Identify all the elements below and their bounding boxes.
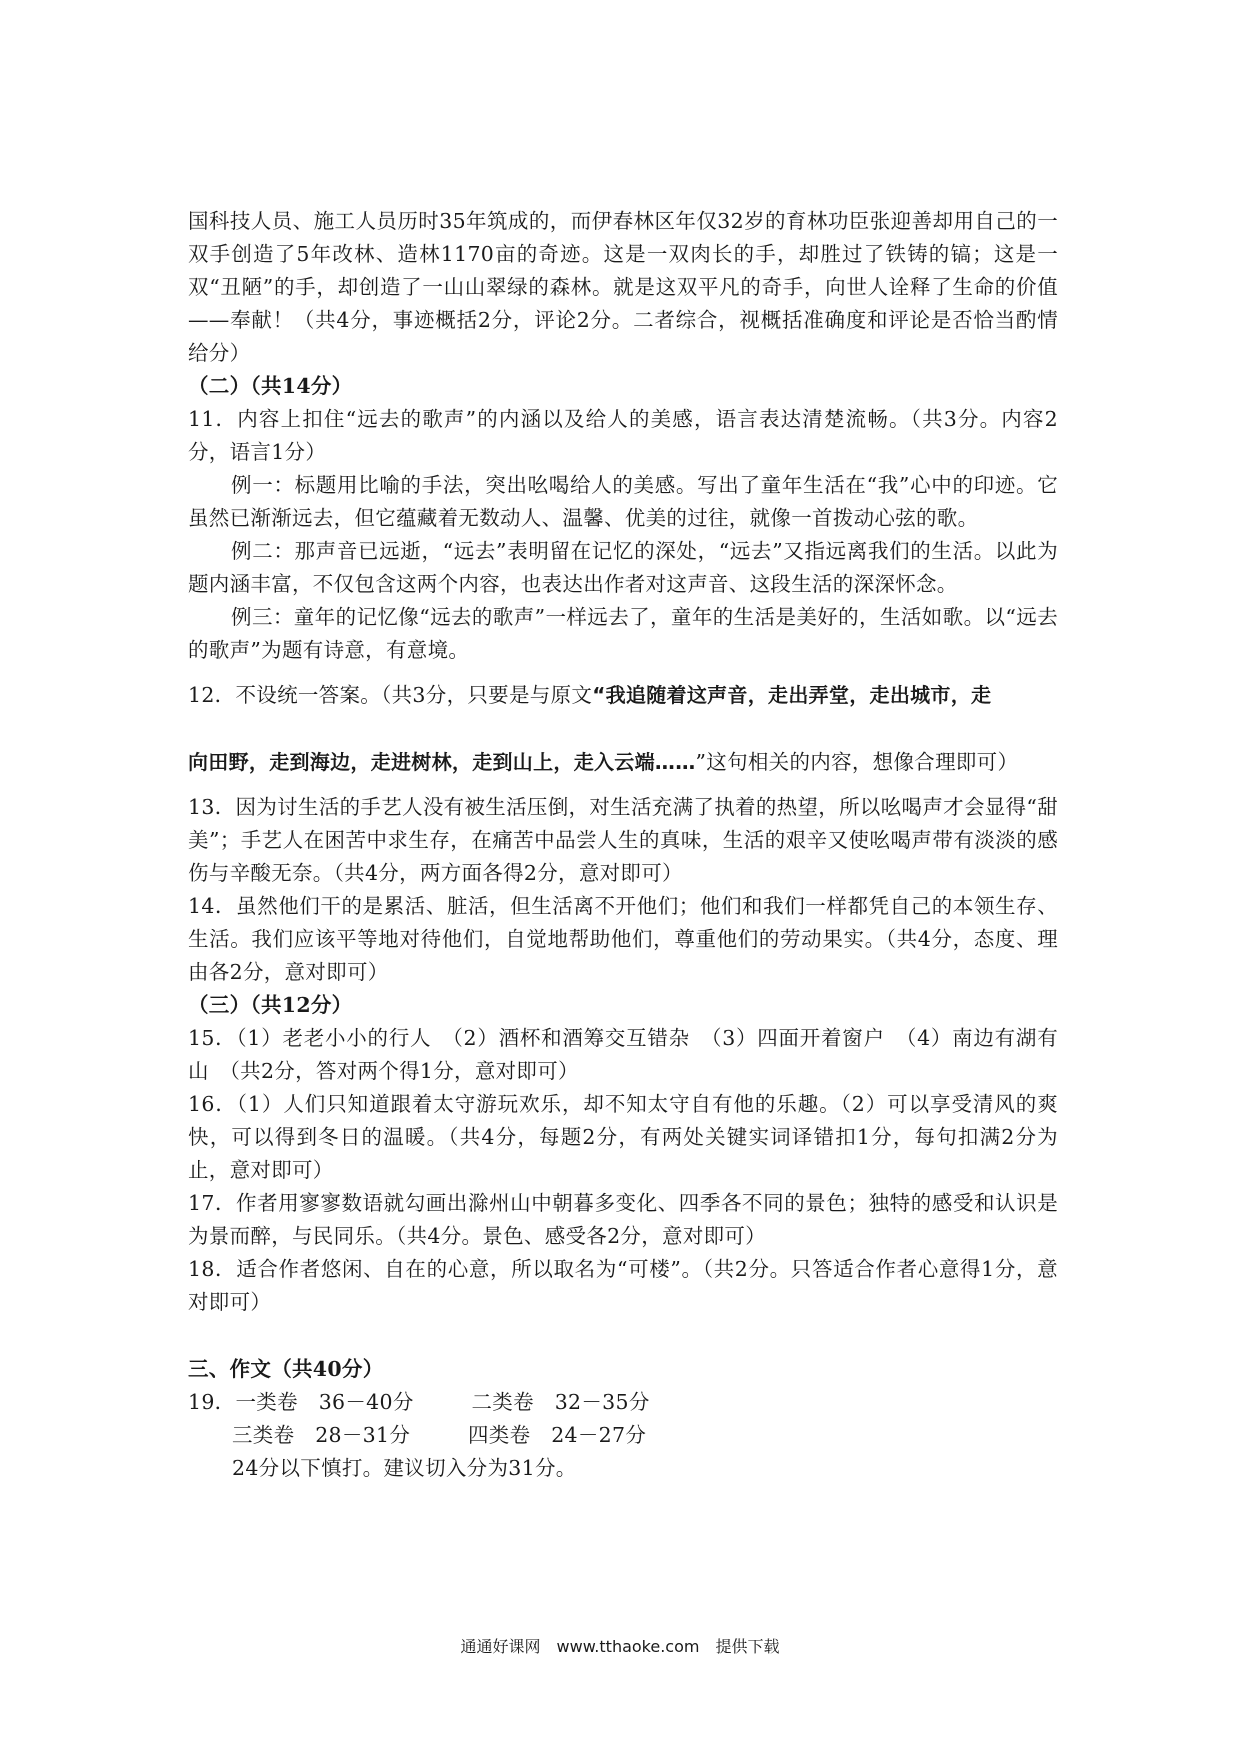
- document-body: [188, 205, 1058, 1485]
- q19-label: 19．: [188, 1390, 236, 1414]
- grading-note: 24分以下慎打。建议切入分为31分。: [232, 1456, 577, 1480]
- essay-heading: 三、作文（共40分）: [188, 1357, 384, 1381]
- grade-row-1: [188, 1386, 1058, 1419]
- answer-q18: 18．适合作者悠闲、自在的心意，所以取名为“可楼”。（共2分。只答适合作者心意得1分，意对即可）: [188, 1257, 1058, 1314]
- q11-example-2: 例二：那声音已远逝，“远去”表明留在记忆的深处，“远去”又指远离我们的生活。以此为题内涵丰富，不仅包含这两个内容，也表达出作者对这声音、这段生活的深深怀念。: [188, 539, 1058, 596]
- answer-q11: 11．内容上扣住“远去的歌声”的内涵以及给人的美感，语言表达清楚流畅。（共3分。内容2分，语言1分）: [188, 407, 1058, 464]
- answer-q17: 17．作者用寥寥数语就勾画出滁州山中朝暮多变化、四季各不同的景色；独特的感受和认识是为景而醉，与民同乐。（共4分。景色、感受各2分，意对即可）: [188, 1191, 1058, 1248]
- grade-class-4: 四类卷 24－27分: [468, 1423, 647, 1447]
- q12-end: ”这句相关的内容，想像合理即可）: [695, 750, 1019, 774]
- q11-example-3: 例三：童年的记忆像“远去的歌声”一样远去了，童年的生活是美好的，生活如歌。以“远去的歌声”为题有诗意，有意境。: [188, 605, 1058, 662]
- footer-watermark: 通通好课网 www.tthaoke.com 提供下载: [460, 1637, 780, 1656]
- q12-quote-part1: “我追随着这声音，走出弄堂，走出城市，走: [592, 683, 992, 707]
- q12-start: 12．不设统一答案。（共3分，只要是与原文: [188, 683, 593, 707]
- answer-q12-line2: [188, 746, 1058, 779]
- grade-row-2: [188, 1419, 1058, 1452]
- section3-heading: （三）（共12分）: [188, 993, 353, 1017]
- grade-class-2: 二类卷 32－35分: [471, 1390, 650, 1414]
- q11-example-1: 例一：标题用比喻的手法，突出吆喝给人的美感。写出了童年生活在“我”心中的印迹。它虽然已渐渐远去，但它蕴藏着无数动人、温馨、优美的过往，就像一首拨动心弦的歌。: [188, 473, 1058, 530]
- answer-q14: 14．虽然他们干的是累活、脏活，但生活离不开他们；他们和我们一样都凭自己的本领生存、生活。我们应该平等地对待他们，自觉地帮助他们，尊重他们的劳动果实。（共4分，态度、理由各2分，意对即可）: [188, 894, 1058, 984]
- answer-q13: 13．因为讨生活的手艺人没有被生活压倒，对生活充满了执着的热望，所以吆喝声才会显得“甜美”；手艺人在困苦中求生存，在痛苦中品尝人生的真味，生活的艰辛又使吆喝声带有淡淡的感伤与辛酸无奈。（共4分，两方面各得2分，意对即可）: [188, 795, 1058, 885]
- answer-q12-line1: [188, 679, 1058, 712]
- q12-quote-part2: 向田野，走到海边，走进树林，走到山上，走入云端……: [188, 750, 696, 774]
- answer-q16: 16．（1）人们只知道跟着太守游玩欢乐，却不知太守自有他的乐趣。（2）可以享受清风的爽快，可以得到冬日的温暖。（共4分，每题2分，有两处关键实词译错扣1分，每句扣满2分为止，意对即可）: [188, 1092, 1058, 1182]
- grade-class-1: 一类卷 36－40分: [235, 1390, 414, 1414]
- answer-q15: 15．（1）老老小小的行人 （2）酒杯和酒筹交互错杂 （3）四面开着窗户 （4）南边有湖有山 （共2分，答对两个得1分，意对即可）: [188, 1026, 1058, 1083]
- intro-paragraph: 国科技人员、施工人员历时35年筑成的，而伊春林区年仅32岁的育林功臣张迎善却用自己的一双手创造了5年改林、造林1170亩的奇迹。这是一双肉长的手，却胜过了铁铸的镐；这是一双“丑陋”的手，却创造了一山山翠绿的森林。就是这双平凡的奇手，向世人诠释了生命的价值——奉献！（共4分，事迹概括2分，评论2分。二者综合，视概括准确度和评论是否恰当酌情给分）: [188, 209, 1058, 365]
- section2-heading: （二）（共14分）: [188, 374, 353, 398]
- grade-class-3: 三类卷 28－31分: [232, 1423, 411, 1447]
